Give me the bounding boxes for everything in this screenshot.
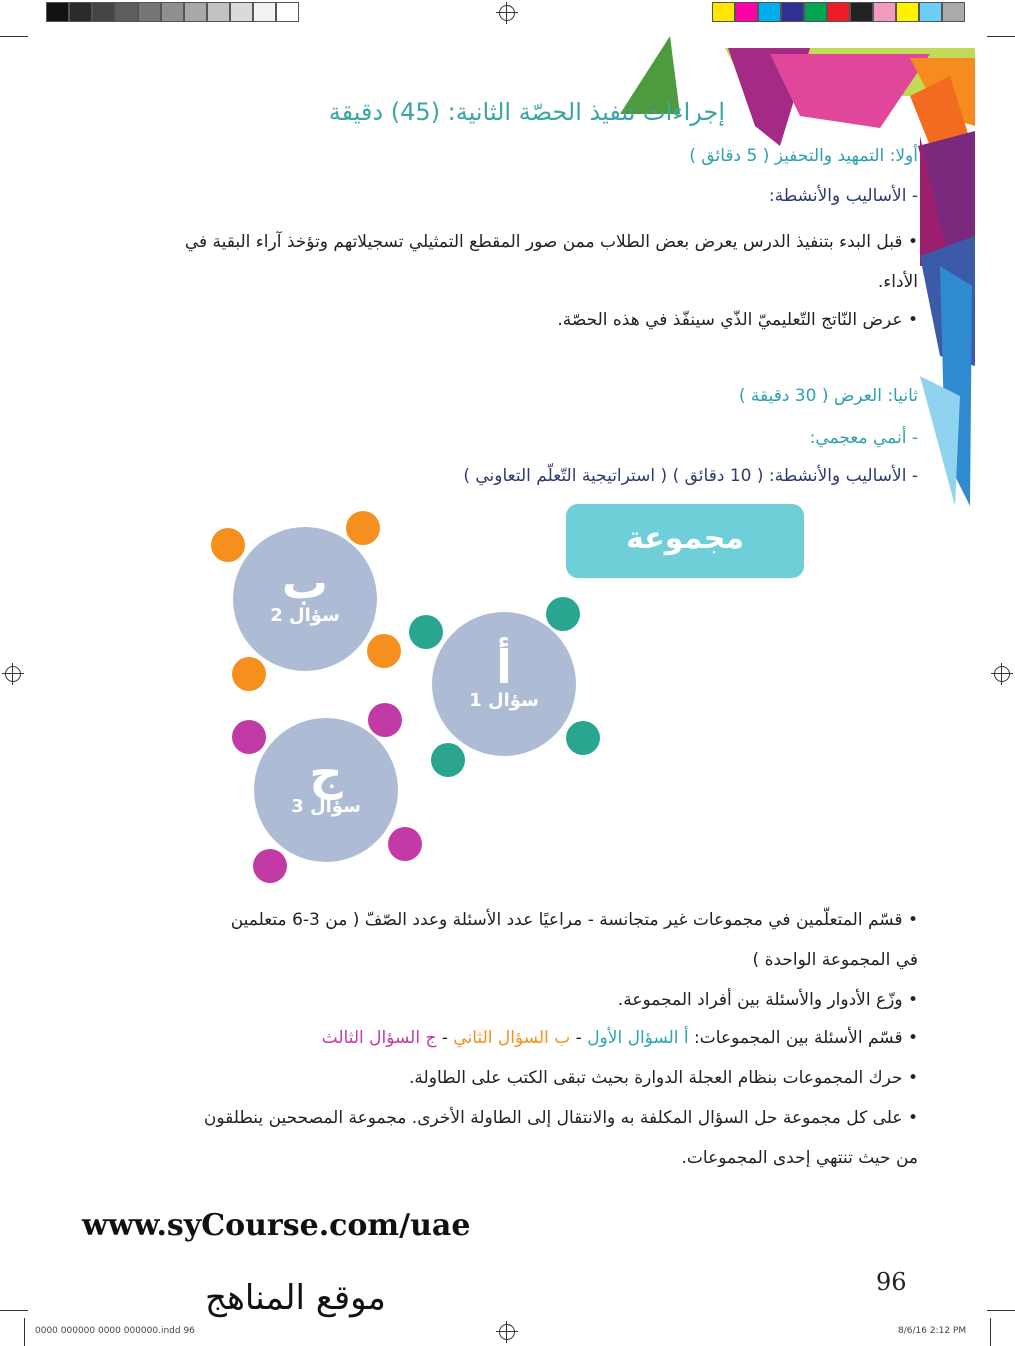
group-c-letter: ج <box>309 746 343 800</box>
print-timestamp: 8/6/16 2:12 PM <box>898 1326 967 1336</box>
student-seat <box>368 703 402 737</box>
color-swatch <box>896 2 919 22</box>
dist-question-b: ب السؤال الثاني <box>453 1028 571 1048</box>
dist-prefix: • قسّم الأسئلة بين المجموعات: <box>688 1028 918 1048</box>
color-swatch <box>919 2 942 22</box>
crop-mark <box>990 1318 991 1346</box>
student-seat <box>253 849 287 883</box>
group-c-table <box>254 718 398 862</box>
registration-mark-right-icon <box>994 666 1010 682</box>
page-number: 96 <box>876 1268 907 1296</box>
registration-mark-bottom-icon <box>499 1324 515 1340</box>
group-a-question: سؤال 1 <box>469 690 539 711</box>
color-swatch <box>253 2 276 22</box>
bullet-divide-groups-cont: في المجموعة الواحدة ) <box>752 950 918 970</box>
dist-separator: - <box>436 1028 454 1048</box>
dist-separator: - <box>570 1028 588 1048</box>
color-swatch <box>46 2 69 22</box>
student-seat <box>409 615 443 649</box>
student-seat <box>232 657 266 691</box>
color-swatch <box>230 2 253 22</box>
site-name: موقع المناهج <box>205 1278 386 1318</box>
group-a-letter: أ <box>496 640 512 694</box>
group-b-table <box>233 527 377 671</box>
color-swatch <box>827 2 850 22</box>
section-1-bullet-2: • عرض النّاتج التّعليميّ الذّي سينفّذ في هذه الحصّة. <box>557 310 918 330</box>
student-seat <box>346 511 380 545</box>
dist-question-a: أ السؤال الأول <box>587 1028 689 1048</box>
section-2-heading: ثانيا: العرض ( 30 دقيقة ) <box>738 386 918 406</box>
crop-mark <box>24 1318 25 1346</box>
section-1-heading: أولا: التمهيد والتحفيز ( 5 دقائق ) <box>689 146 918 166</box>
color-swatch <box>735 2 758 22</box>
crop-mark <box>0 36 28 37</box>
student-seat <box>431 743 465 777</box>
color-swatch <box>804 2 827 22</box>
group-c-question: سؤال 3 <box>291 796 361 817</box>
file-info: 0000 000000 0000 000000.indd 96 <box>35 1326 195 1336</box>
student-seat <box>546 597 580 631</box>
color-swatch <box>758 2 781 22</box>
group-b-question: سؤال 2 <box>270 605 340 626</box>
color-swatch <box>712 2 735 22</box>
section-1-bullet-1-cont: الأداء. <box>877 272 918 292</box>
color-swatch <box>161 2 184 22</box>
correctors-group-tag: مجموعة المصححين <box>566 504 804 578</box>
website-url: www.syCourse.com/uae <box>82 1208 471 1243</box>
color-swatch <box>138 2 161 22</box>
color-swatch <box>69 2 92 22</box>
crop-mark <box>987 1310 1015 1311</box>
color-swatch <box>781 2 804 22</box>
dist-question-c: ج السؤال الثالث <box>321 1028 437 1048</box>
color-swatch <box>873 2 896 22</box>
bullet-each-group: • على كل مجموعة حل السؤال المكلفة به والانتقال إلى الطاولة الأخرى. مجموعة المصححين ينطلقون <box>203 1108 918 1128</box>
bullet-distribute-questions <box>78 1026 918 1050</box>
section-2-subheading-2: - الأساليب والأنشطة: ( 10 دقائق ) ( استراتيجية التّعلّم التعاوني ) <box>463 466 918 486</box>
color-swatch <box>276 2 299 22</box>
section-1-bullet-1: • قبل البدء بتنفيذ الدرس يعرض بعض الطلاب ممن صور المقطع التمثيلي تسجيلاتهم وتؤخذ آراء البقية في <box>184 232 918 252</box>
group-a-table <box>432 612 576 756</box>
page-title: إجراءات تنفيذ الحصّة الثانية: (45) دقيقة <box>328 98 725 126</box>
color-swatch <box>184 2 207 22</box>
student-seat <box>211 528 245 562</box>
student-seat <box>566 721 600 755</box>
registration-mark-left-icon <box>5 666 21 682</box>
color-swatch <box>850 2 873 22</box>
group-b-letter: ب <box>281 555 329 609</box>
bullet-each-group-cont: من حيث تنتهي إحدى المجموعات. <box>681 1148 918 1168</box>
student-seat <box>388 827 422 861</box>
color-swatch <box>115 2 138 22</box>
student-seat <box>367 634 401 668</box>
student-seat <box>232 720 266 754</box>
color-swatch <box>942 2 965 22</box>
section-1-subheading: - الأساليب والأنشطة: <box>768 186 918 206</box>
registration-mark-top-icon <box>499 5 515 21</box>
color-swatch <box>92 2 115 22</box>
bullet-rotate-groups: • حرك المجموعات بنظام العجلة الدوارة بحيث تبقى الكتب على الطاولة. <box>409 1068 918 1088</box>
bullet-divide-groups: • قسّم المتعلّمين في مجموعات غير متجانسة - مراعيًا عدد الأسئلة وعدد الصّفّ ( من 3-6 متعلمين <box>230 910 918 930</box>
section-2-subheading-1: - أنمي معجمي: <box>809 428 918 448</box>
color-swatch <box>207 2 230 22</box>
crop-mark <box>0 1310 28 1311</box>
bullet-distribute-roles: • وزّع الأدوار والأسئلة بين أفراد المجموعة. <box>617 990 918 1010</box>
